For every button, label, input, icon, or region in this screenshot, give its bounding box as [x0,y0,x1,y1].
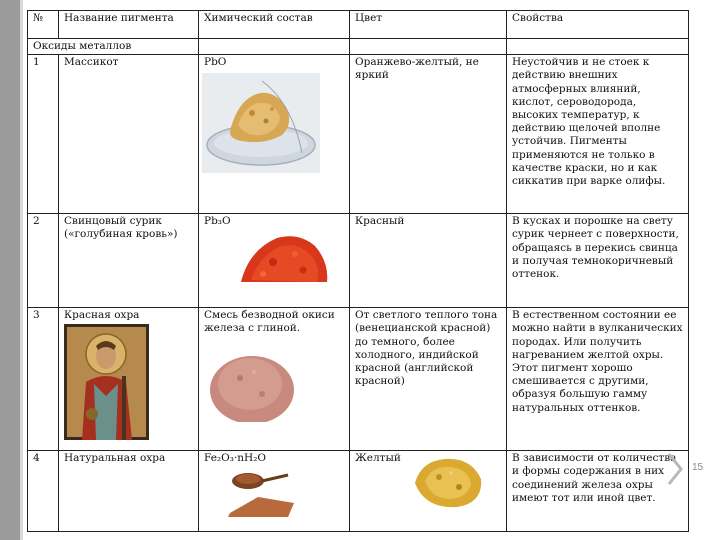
formula-cell [199,451,350,532]
pigment-name: Массикот [59,55,199,214]
formula-cell [199,308,350,451]
table-row [28,214,689,308]
section-row [28,39,689,55]
icon-painting [64,324,149,440]
formula-text: Fe₂O₃·nH₂O [204,452,267,465]
slide-left-bar-highlight [20,0,23,540]
header-properties: Свойства [507,11,689,39]
red-lead-photo [237,226,332,288]
pigment-name: Красная охра [64,309,140,322]
header-color: Цвет [350,11,507,39]
yellow-ochre-photo [411,453,485,511]
pigment-properties: В зависимости от количества и формы содержания в них соединений железа охры имеют тот или иной цвет. [507,451,689,532]
header-formula: Химический состав [199,11,350,39]
color-description: Оранжево-желтый, не яркий [350,55,507,214]
chevron-right-icon[interactable] [666,452,684,486]
formula-text: Pb₃O [204,215,231,228]
name-cell [59,308,199,451]
pigment-table [27,10,689,532]
formula-text: Смесь безводной окиси железа с глиной. [204,309,335,335]
header-name: Название пигмента [59,11,199,39]
table-row [28,451,689,532]
pigment-name: Натуральная охра [59,451,199,532]
section-title: Оксиды металлов [28,39,199,55]
header-num: № [28,11,59,39]
formula-cell [199,55,350,214]
pigment-properties: Неустойчив и не стоек к действию внешних атмосферных влияний, кислот, сероводорода, высоких температур, к действию щелочей вполне устойчив. Пигменты применяются не только в качестве краски, но и как сиккатив при варке олифы. [507,55,689,214]
pigment-name: Свинцовый сурик («голубиная кровь») [59,214,199,308]
color-description: Красный [350,214,507,308]
pigment-properties: В естественном состоянии ее можно найти в вулканических породах. Или получить нагреванием желтой охры. Этот пигмент хорошо смешивается с другими, образуя большую гамму натуральных оттенков. [507,308,689,451]
row-num: 4 [28,451,59,532]
pigment-properties: В кусках и порошке на свету сурик чернеет с поверхности, обращаясь в перекись свинца и получая темнокоричневый оттенок. [507,214,689,308]
slide-left-bar [0,0,20,540]
row-num: 2 [28,214,59,308]
row-num: 3 [28,308,59,451]
color-cell [350,451,507,532]
color-description: Желтый [355,452,401,465]
table-row [28,55,689,214]
slide-page-number: 15 [692,462,704,473]
table-row [28,308,689,451]
massicot-photo [202,73,320,173]
formula-text: PbO [204,56,227,69]
ochre-spoon-photo [228,467,294,517]
formula-cell [199,214,350,308]
red-ochre-photo [210,338,294,422]
row-num: 1 [28,55,59,214]
table-header-row [28,11,689,39]
color-description: От светлого теплого тона (венецианской красной) до темного, более холодного, индийской красной (английской красной) [350,308,507,451]
